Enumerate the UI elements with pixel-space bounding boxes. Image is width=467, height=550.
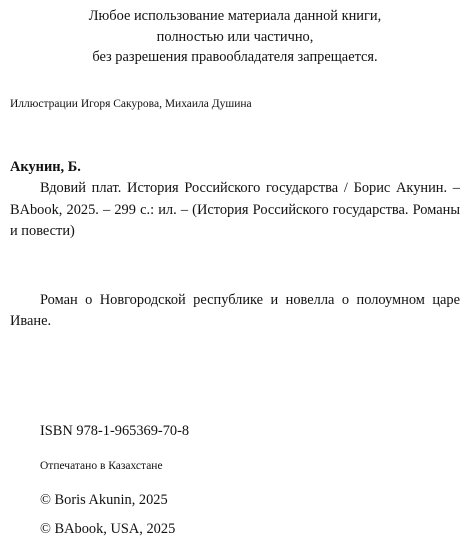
- copyright-author: © Boris Akunin, 2025: [40, 492, 168, 508]
- copyright-notice-line-2: полностью или частично,: [156, 28, 314, 45]
- copyright-notice: [40, 6, 430, 68]
- bibliographic-description: Вдовий плат. История Российского государства / Борис Акунин. – BAbook, 2025. – 299 с.: ил. – (История Российского государства. Романы и повести): [10, 180, 460, 239]
- copyright-notice-line-3: без разрешения правообладателя запрещается.: [92, 49, 378, 65]
- printed-in: Отпечатано в Казахстане: [40, 460, 163, 472]
- copyright-notice-line-1: Любое использование материала данной книги,: [88, 8, 382, 24]
- illustrators-credit: Иллюстрации Игоря Сакурова, Михаила Душина: [10, 98, 252, 110]
- book-annotation: Роман о Новгородской республике и новелла о полоумном царе Иване.: [10, 292, 460, 329]
- copyright-publisher: © BAbook, USA, 2025: [40, 521, 176, 537]
- bibliographic-author: Акунин, Б.: [10, 159, 81, 175]
- isbn: ISBN 978-1-965369-70-8: [40, 423, 190, 439]
